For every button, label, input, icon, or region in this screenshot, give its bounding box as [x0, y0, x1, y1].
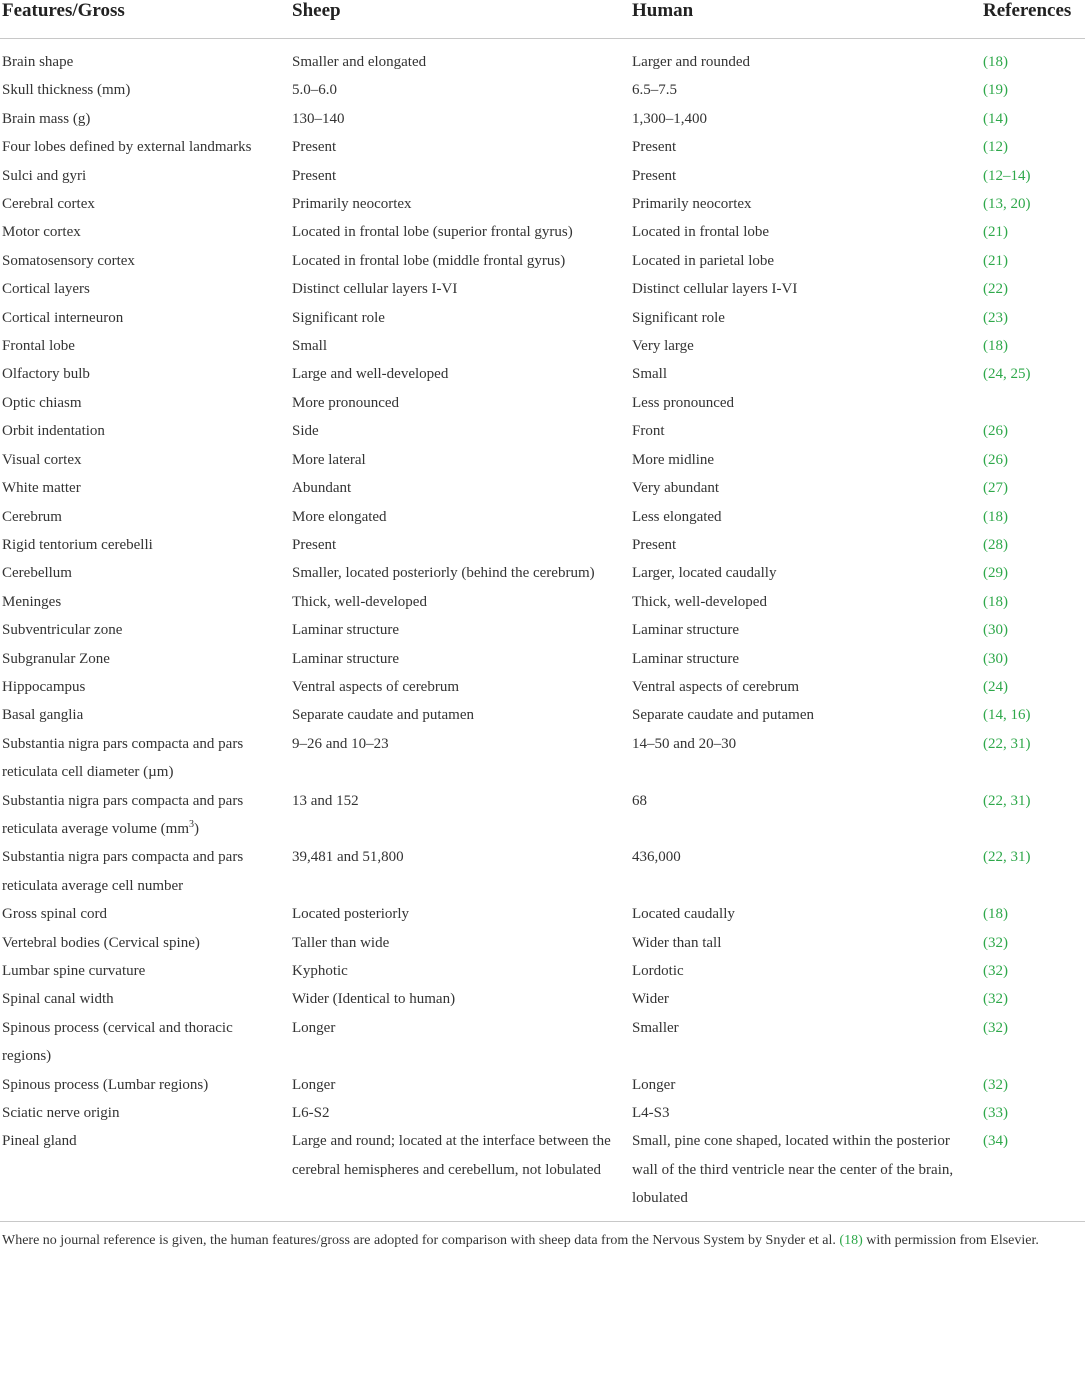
feature-text: Brain mass (g)	[2, 110, 91, 127]
cell-sheep: Side	[292, 423, 319, 440]
table-row	[0, 39, 1085, 77]
table-row	[0, 1127, 1085, 1220]
table-row	[0, 190, 1085, 218]
cell-human: 436,000	[632, 849, 681, 866]
cell-reference-link[interactable]: (28)	[983, 536, 1008, 553]
cell-human: Small, pine cone shaped, located within the posterior wall of the third ventricle near the center of the brain, lobulated	[632, 1133, 954, 1207]
cell-sheep: Significant role	[292, 309, 385, 326]
cell-human: Separate caudate and putamen	[632, 707, 814, 724]
cell-human: Located in parietal lobe	[632, 252, 775, 269]
cell-sheep: Located in frontal lobe (middle frontal gyrus)	[292, 252, 566, 269]
cell-human: More midline	[632, 451, 715, 468]
cell-human: Front	[632, 423, 665, 440]
feature-text: Basal ganglia	[2, 707, 84, 724]
cell-reference-link[interactable]: (22, 31)	[983, 849, 1031, 866]
cell-feature	[0, 503, 290, 531]
cell-reference-link[interactable]: (32)	[983, 963, 1008, 979]
cell-feature	[0, 332, 290, 360]
cell-human: Larger and rounded	[632, 54, 751, 70]
feature-text: Substantia nigra pars compacta and pars reticulata cell diameter (µm)	[2, 735, 244, 781]
feature-text: Cortical interneuron	[2, 309, 124, 326]
table-row	[0, 673, 1085, 701]
cell-sheep: Present	[292, 139, 337, 156]
cell-feature	[0, 190, 290, 218]
cell-human: Thick, well-developed	[632, 593, 767, 610]
cell-reference-link[interactable]: (29)	[983, 565, 1008, 582]
cell-feature	[0, 76, 290, 104]
footnote-reference-link[interactable]: (18)	[839, 1232, 863, 1248]
cell-sheep: L6-S2	[292, 1105, 330, 1122]
cell-sheep: Taller than wide	[292, 934, 390, 951]
table-row	[0, 503, 1085, 531]
cell-feature	[0, 1127, 290, 1220]
cell-reference-link[interactable]: (14)	[983, 110, 1008, 127]
cell-human: Primarily neocortex	[632, 196, 752, 213]
cell-human: Distinct cellular layers I-VI	[632, 281, 798, 298]
cell-human: Located in frontal lobe	[632, 224, 770, 241]
cell-feature	[0, 843, 290, 900]
feature-text: Spinous process (Lumbar regions)	[2, 1076, 209, 1093]
table-row	[0, 701, 1085, 729]
cell-sheep: Ventral aspects of cerebrum	[292, 678, 460, 695]
feature-text: Hippocampus	[2, 678, 86, 695]
cell-sheep: Large and round; located at the interface between the cerebral hemispheres and cerebellum, not lobulated	[292, 1133, 611, 1178]
cell-human: Lordotic	[632, 963, 684, 979]
table-row	[0, 843, 1085, 900]
cell-feature	[0, 588, 290, 616]
cell-sheep: Abundant	[292, 480, 352, 497]
table-row	[0, 730, 1085, 787]
cell-human: Small	[632, 366, 668, 383]
feature-text: Frontal lobe	[2, 338, 75, 355]
table-row	[0, 1099, 1085, 1127]
cell-feature	[0, 645, 290, 673]
cell-human: Very abundant	[632, 480, 720, 497]
cell-human: Ventral aspects of cerebrum	[632, 678, 800, 695]
feature-text: Olfactory bulb	[2, 366, 90, 383]
cell-reference-link[interactable]: (26)	[983, 423, 1008, 440]
cell-feature	[0, 957, 290, 985]
cell-feature	[0, 787, 290, 844]
header-features: Features/Gross	[0, 0, 290, 39]
cell-feature	[0, 39, 290, 77]
cell-feature	[0, 730, 290, 787]
cell-reference-link[interactable]: (32)	[983, 991, 1008, 1008]
header-sheep: Sheep	[290, 0, 630, 39]
cell-sheep: Large and well-developed	[292, 366, 449, 383]
cell-sheep: Longer	[292, 1076, 336, 1093]
cell-human: Present	[632, 536, 677, 553]
cell-human: Significant role	[632, 309, 725, 326]
cell-feature	[0, 133, 290, 161]
feature-text: Lumbar spine curvature	[2, 963, 146, 979]
cell-sheep: 39,481 and 51,800	[292, 849, 404, 866]
table-row	[0, 474, 1085, 502]
cell-feature	[0, 247, 290, 275]
cell-human: Wider	[632, 991, 669, 1008]
cell-feature	[0, 162, 290, 190]
cell-feature	[0, 1071, 290, 1099]
table-row	[0, 957, 1085, 985]
cell-feature	[0, 275, 290, 303]
feature-text: White matter	[2, 480, 81, 497]
table-row	[0, 162, 1085, 190]
cell-sheep: Separate caudate and putamen	[292, 707, 474, 724]
cell-feature	[0, 559, 290, 587]
feature-text: Substantia nigra pars compacta and pars reticulata average volume (mm	[2, 792, 244, 837]
cell-feature	[0, 417, 290, 445]
feature-suffix: )	[194, 820, 199, 837]
cell-feature	[0, 446, 290, 474]
feature-text: Somatosensory cortex	[2, 252, 135, 269]
cell-human: Smaller	[632, 1019, 679, 1036]
cell-human: 14–50 and 20–30	[632, 735, 737, 752]
table-row	[0, 588, 1085, 616]
feature-text: Orbit indentation	[2, 423, 105, 440]
cell-reference-link[interactable]: (18)	[983, 338, 1008, 355]
cell-reference-link[interactable]: (33)	[983, 1105, 1008, 1122]
cell-reference-link[interactable]: (24)	[983, 678, 1008, 695]
feature-text: Rigid tentorium cerebelli	[2, 536, 153, 553]
header-references: References	[983, 0, 1085, 39]
cell-reference-link[interactable]: (34)	[983, 1133, 1008, 1150]
cell-reference-link[interactable]: (24, 25)	[983, 366, 1031, 383]
table-row	[0, 616, 1085, 644]
feature-text: Sciatic nerve origin	[2, 1105, 120, 1122]
cell-sheep: 9–26 and 10–23	[292, 735, 389, 752]
cell-reference-link[interactable]: (21)	[983, 252, 1008, 269]
cell-reference-link[interactable]: (18)	[983, 906, 1008, 923]
cell-feature	[0, 900, 290, 928]
cell-feature	[0, 701, 290, 729]
cell-reference-link[interactable]: (18)	[983, 508, 1008, 525]
cell-feature	[0, 1099, 290, 1127]
cell-reference-link[interactable]: (22)	[983, 281, 1008, 298]
cell-feature	[0, 985, 290, 1013]
table-row	[0, 360, 1085, 388]
cell-human: Less pronounced	[632, 394, 735, 411]
feature-text: Substantia nigra pars compacta and pars reticulata average cell number	[2, 849, 244, 894]
table-row	[0, 332, 1085, 360]
table-row	[0, 1014, 1085, 1071]
feature-text: Cortical layers	[2, 281, 90, 298]
feature-text: Sulci and gyri	[2, 167, 87, 184]
table-row	[0, 531, 1085, 559]
cell-human: Laminar structure	[632, 622, 740, 639]
table-header	[0, 0, 1085, 39]
cell-human: 68	[632, 792, 647, 809]
cell-human: Present	[632, 139, 677, 156]
cell-reference-link[interactable]: (30)	[983, 622, 1008, 639]
feature-text: Brain shape	[2, 54, 74, 70]
cell-reference-link[interactable]: (21)	[983, 224, 1008, 241]
cell-sheep: More lateral	[292, 451, 366, 468]
cell-sheep: Small	[292, 338, 328, 355]
table-row	[0, 247, 1085, 275]
cell-sheep: Smaller, located posteriorly (behind the cerebrum)	[292, 565, 595, 582]
feature-text: Cerebrum	[2, 508, 62, 525]
cell-sheep: More elongated	[292, 508, 387, 525]
cell-reference-link[interactable]: (18)	[983, 54, 1008, 70]
feature-text: Cerebellum	[2, 565, 72, 582]
cell-human: 6.5–7.5	[632, 82, 677, 99]
cell-reference-link[interactable]: (32)	[983, 1019, 1008, 1036]
footnote-text: Where no journal reference is given, the human features/gross are adopted for comparison with sheep data from the Nervous System by Snyder et al.	[2, 1232, 840, 1248]
cell-human: Present	[632, 167, 677, 184]
cell-feature	[0, 531, 290, 559]
table-row	[0, 787, 1085, 844]
table-row	[0, 105, 1085, 133]
cell-sheep: 130–140	[292, 110, 345, 127]
cell-feature	[0, 218, 290, 246]
table-row	[0, 389, 1085, 417]
feature-text: Subgranular Zone	[2, 650, 110, 667]
feature-text: Visual cortex	[2, 451, 82, 468]
cell-sheep: Located posteriorly	[292, 906, 410, 923]
feature-text: Vertebral bodies (Cervical spine)	[2, 934, 200, 951]
cell-feature	[0, 389, 290, 417]
table-row	[0, 929, 1085, 957]
header-human: Human	[630, 0, 983, 39]
cell-human: Very large	[632, 338, 694, 355]
cell-feature	[0, 105, 290, 133]
table-row	[0, 559, 1085, 587]
table-row	[0, 304, 1085, 332]
cell-reference-link[interactable]: (30)	[983, 650, 1008, 667]
cell-feature	[0, 304, 290, 332]
cell-reference-link[interactable]: (22, 31)	[983, 792, 1031, 809]
footnote-text-end: with permission from Elsevier.	[862, 1232, 1039, 1248]
cell-sheep: 5.0–6.0	[292, 82, 337, 99]
table-row	[0, 275, 1085, 303]
header-row	[0, 0, 1085, 39]
cell-sheep: Distinct cellular layers I-VI	[292, 281, 458, 298]
cell-reference-link[interactable]: (32)	[983, 934, 1008, 951]
cell-reference-link[interactable]: (27)	[983, 480, 1008, 497]
cell-feature	[0, 673, 290, 701]
cell-feature	[0, 929, 290, 957]
table-row	[0, 985, 1085, 1013]
table-row	[0, 1071, 1085, 1099]
feature-text: Spinal canal width	[2, 991, 114, 1008]
cell-sheep: Laminar structure	[292, 650, 400, 667]
cell-sheep: Longer	[292, 1019, 336, 1036]
cell-human: Wider than tall	[632, 934, 722, 951]
cell-reference-link[interactable]: (26)	[983, 451, 1008, 468]
feature-text: Spinous process (cervical and thoracic regions)	[2, 1019, 233, 1065]
cell-human: 1,300–1,400	[632, 110, 707, 127]
table-footnote	[0, 1222, 1088, 1250]
table-body	[0, 39, 1085, 1221]
cell-human: Laminar structure	[632, 650, 740, 667]
cell-sheep: Thick, well-developed	[292, 593, 427, 610]
table-row	[0, 900, 1085, 928]
feature-text: Motor cortex	[2, 224, 81, 241]
cell-sheep: 13 and 152	[292, 792, 359, 809]
cell-human: Located caudally	[632, 906, 735, 923]
cell-feature	[0, 1014, 290, 1071]
cell-human: Larger, located caudally	[632, 565, 777, 582]
cell-sheep: Primarily neocortex	[292, 196, 412, 213]
feature-text: Pineal gland	[2, 1133, 77, 1150]
cell-human: Less elongated	[632, 508, 722, 525]
table-row	[0, 133, 1085, 161]
cell-reference-link[interactable]: (23)	[983, 309, 1008, 326]
table-row	[0, 417, 1085, 445]
cell-reference-link[interactable]: (19)	[983, 82, 1008, 99]
cell-sheep: Present	[292, 167, 337, 184]
cell-reference-link[interactable]: (32)	[983, 1076, 1008, 1093]
cell-human: L4-S3	[632, 1105, 670, 1122]
cell-human: Longer	[632, 1076, 676, 1093]
cell-feature	[0, 360, 290, 388]
cell-feature	[0, 616, 290, 644]
table-row	[0, 645, 1085, 673]
cell-feature	[0, 474, 290, 502]
table-row	[0, 218, 1085, 246]
table-row	[0, 446, 1085, 474]
cell-sheep: Smaller and elongated	[292, 54, 427, 70]
cell-sheep: Kyphotic	[292, 963, 348, 979]
feature-text: Subventricular zone	[2, 622, 123, 639]
cell-reference-link[interactable]: (12–14)	[983, 167, 1031, 184]
cell-reference-link	[983, 389, 1085, 417]
feature-text: Gross spinal cord	[2, 906, 107, 923]
feature-text: Cerebral cortex	[2, 196, 95, 213]
feature-text: Four lobes defined by external landmarks	[2, 139, 252, 156]
table-row	[0, 76, 1085, 104]
cell-sheep: Wider (Identical to human)	[292, 991, 456, 1008]
feature-text: Optic chiasm	[2, 394, 82, 411]
cell-sheep: Laminar structure	[292, 622, 400, 639]
cell-sheep: More pronounced	[292, 394, 400, 411]
feature-superscript: 3	[189, 818, 194, 830]
feature-text: Skull thickness (mm)	[2, 82, 131, 99]
cell-reference-link[interactable]: (13, 20)	[983, 196, 1031, 213]
cell-reference-link[interactable]: (18)	[983, 593, 1008, 610]
cell-reference-link[interactable]: (22, 31)	[983, 735, 1031, 752]
cell-reference-link[interactable]: (12)	[983, 139, 1008, 156]
cell-sheep: Present	[292, 536, 337, 553]
feature-text: Meninges	[2, 593, 62, 610]
cell-reference-link[interactable]: (14, 16)	[983, 707, 1031, 724]
cell-sheep: Located in frontal lobe (superior frontal gyrus)	[292, 224, 573, 241]
